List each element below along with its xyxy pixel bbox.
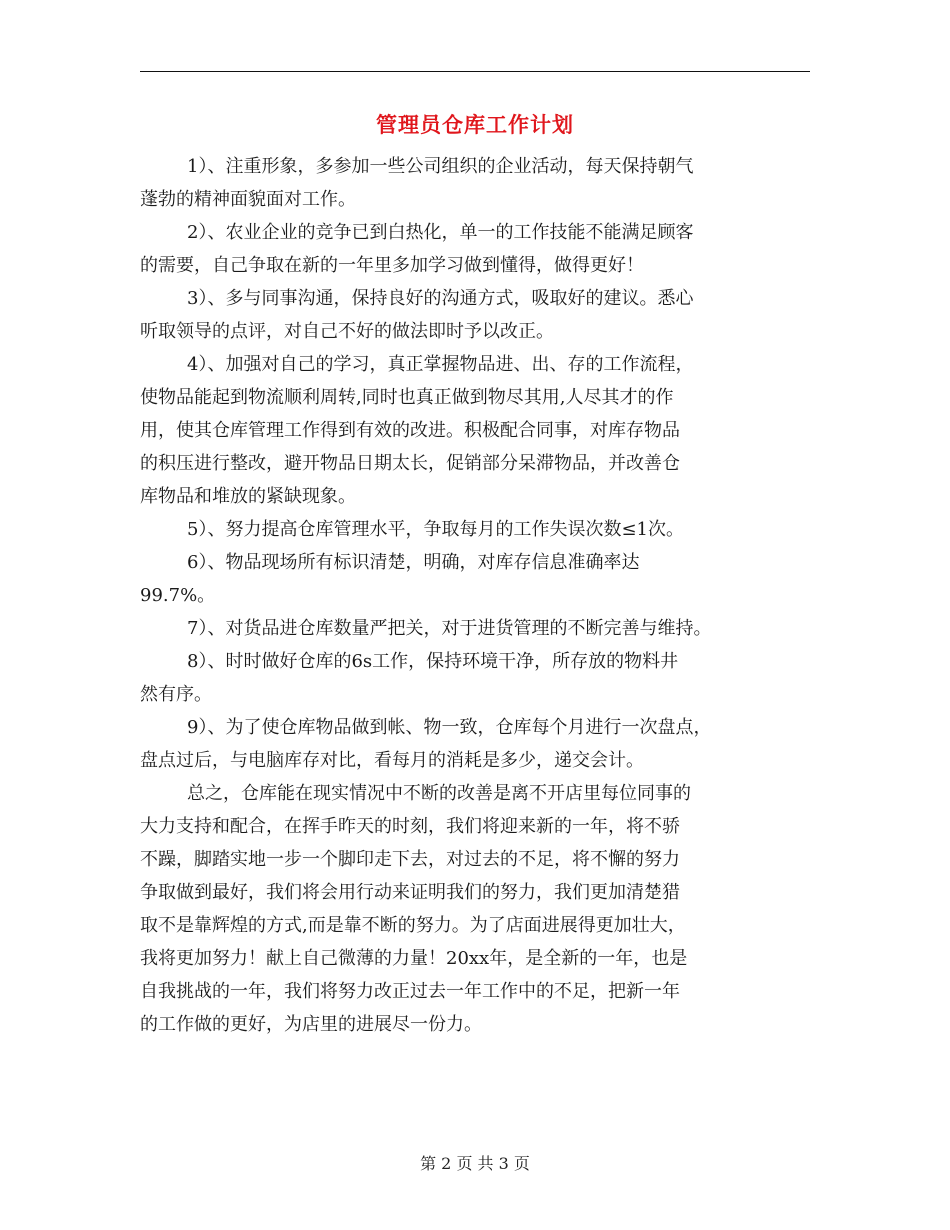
body-line: 争取做到最好，我们将会用行动来证明我们的努力，我们更加清楚猎 — [140, 882, 680, 903]
body-line: 的工作做的更好，为店里的进展尽一份力。 — [140, 1014, 482, 1035]
body-line: 蓬勃的精神面貌面对工作。 — [140, 189, 356, 210]
body-line: 我将更加努力！献上自己微薄的力量！20xx年，是全新的一年，也是 — [140, 948, 688, 969]
body-line: 4）、加强对自己的学习，真正掌握物品进、出、存的工作流程， — [187, 354, 694, 375]
body-line: 盘点过后，与电脑库存对比，看每月的消耗是多少，递交会计。 — [140, 750, 644, 771]
body-line: 总之，仓库能在现实情况中不断的改善是离不开店里每位同事的 — [187, 783, 691, 804]
body-line: 不躁，脚踏实地一步一个脚印走下去，对过去的不足，将不懈的努力 — [140, 849, 680, 870]
body-line: 3）、多与同事沟通，保持良好的沟通方式，吸取好的建议。悉心 — [187, 288, 694, 309]
body-line: 听取领导的点评，对自己不好的做法即时予以改正。 — [140, 321, 554, 342]
body-line: 库物品和堆放的紧缺现象。 — [140, 486, 356, 507]
body-line: 1）、注重形象，多参加一些公司组织的企业活动，每天保持朝气 — [187, 156, 694, 177]
document-body — [140, 150, 830, 1041]
body-line: 5）、努力提高仓库管理水平，争取每月的工作失误次数≤1次。 — [187, 519, 684, 540]
body-line: 7）、对货品进仓库数量严把关，对于进货管理的不断完善与维持。 — [187, 618, 712, 639]
body-line: 6）、物品现场所有标识清楚，明确，对库存信息准确率达 — [187, 552, 640, 573]
body-line: 使物品能起到物流顺利周转,同时也真正做到物尽其用,人尽其才的作 — [140, 387, 674, 408]
body-line: 然有序。 — [140, 684, 212, 705]
body-line: 8）、时时做好仓库的6s工作，保持环境干净，所存放的物料井 — [187, 651, 679, 672]
body-line: 的积压进行整改，避开物品日期太长，促销部分呆滞物品，并改善仓 — [140, 453, 680, 474]
body-line: 用，使其仓库管理工作得到有效的改进。积极配合同事，对库存物品 — [140, 420, 680, 441]
body-line: 2）、农业企业的竞争已到白热化，单一的工作技能不能满足顾客 — [187, 222, 694, 243]
body-line: 99.7%。 — [140, 585, 216, 606]
body-line: 自我挑战的一年，我们将努力改正过去一年工作中的不足，把新一年 — [140, 981, 680, 1002]
page-number: 第 2 页 共 3 页 — [420, 1154, 530, 1173]
header-rule — [140, 71, 810, 72]
body-line: 9）、为了使仓库物品做到帐、物一致，仓库每个月进行一次盘点， — [187, 717, 712, 738]
body-line: 大力支持和配合，在挥手昨天的时刻，我们将迎来新的一年，将不骄 — [140, 816, 680, 837]
body-line: 取不是靠辉煌的方式,而是靠不断的努力。为了店面进展得更加壮大， — [140, 915, 686, 936]
body-line: 的需要，自己争取在新的一年里多加学习做到懂得，做得更好！ — [140, 255, 644, 276]
document-title: 管理员仓库工作计划 — [376, 113, 574, 137]
